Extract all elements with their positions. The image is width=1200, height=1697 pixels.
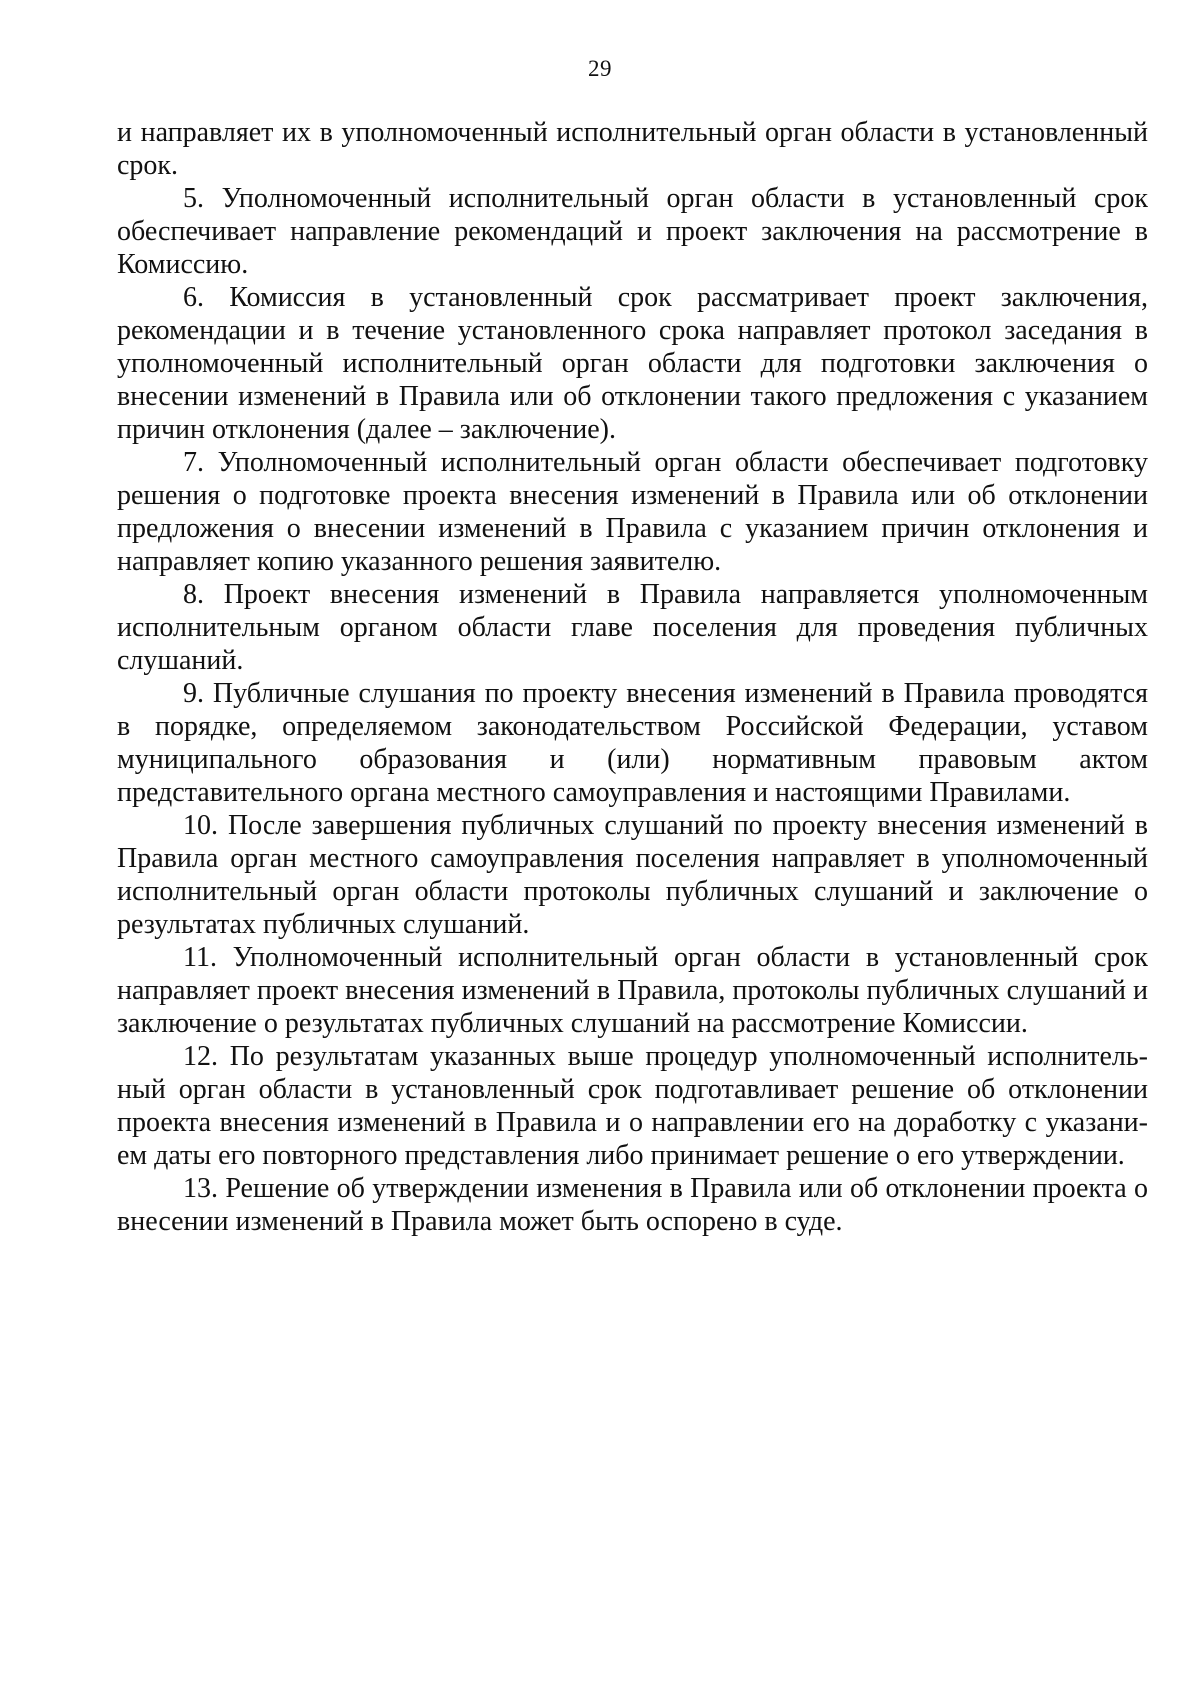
paragraph-11: 11. Уполномоченный исполнительный орган области в установленный срок направляет проект внесения изменений в Правила, протоколы публичных слушаний и заключение о результатах публичных слушаний на рассмотрение Комиссии. — [117, 942, 1148, 1039]
paragraph-continuation: и направляет их в уполномоченный исполнительный орган области в установленный срок. — [117, 117, 1148, 181]
paragraph-6: 6. Комиссия в установленный срок рассматривает проект заключения, рекомендации и в течение установленного срока направляет протокол заседания в уполномоченный исполнительный орган области для подготовки заключения о внесении изменений в Правила или об отклонении такого предложения с указанием причин отклонения (далее – заключение). — [117, 282, 1148, 445]
paragraph-7: 7. Уполномоченный исполнительный орган области обеспечивает подготовку решения о подготовке проекта внесения изменений в Правила или об отклонении предложения о внесении изменений в Правила с указанием причин отклонения и направляет копию указанного решения заявителю. — [117, 447, 1148, 577]
paragraph-12: 12. По результатам указанных выше процедур уполномоченный исполнитель-ный орган области в установленный срок подготавливает решение об отклонении проекта внесения изменений в Правила и о направлении его на доработку с указани-ем даты его повторного представления либо принимает решение о его утверждении. — [117, 1041, 1148, 1171]
paragraph-8: 8. Проект внесения изменений в Правила направляется уполномоченным исполнительным органом области главе поселения для проведения публичных слушаний. — [117, 579, 1148, 676]
paragraph-5: 5. Уполномоченный исполнительный орган области в установленный срок обеспечивает направление рекомендаций и проект заключения на рассмотрение в Комиссию. — [117, 183, 1148, 280]
paragraph-9: 9. Публичные слушания по проекту внесения изменений в Правила проводятся в порядке, определяемом законодательством Российской Федерации, уставом муниципального образования и (или) нормативным правовым актом представительного органа местного самоуправления и настоящими Правилами. — [117, 678, 1148, 808]
page-number: 29 — [588, 56, 612, 81]
paragraph-13: 13. Решение об утверждении изменения в Правила или об отклонении проекта о внесении изменений в Правила может быть оспорено в суде. — [117, 1173, 1148, 1237]
document-body — [117, 116, 1148, 1238]
paragraph-10: 10. После завершения публичных слушаний по проекту внесения изменений в Правила орган местного самоуправления поселения направляет в уполномоченный исполнительный орган области протоколы публичных слушаний и заключение о результатах публичных слушаний. — [117, 810, 1148, 940]
